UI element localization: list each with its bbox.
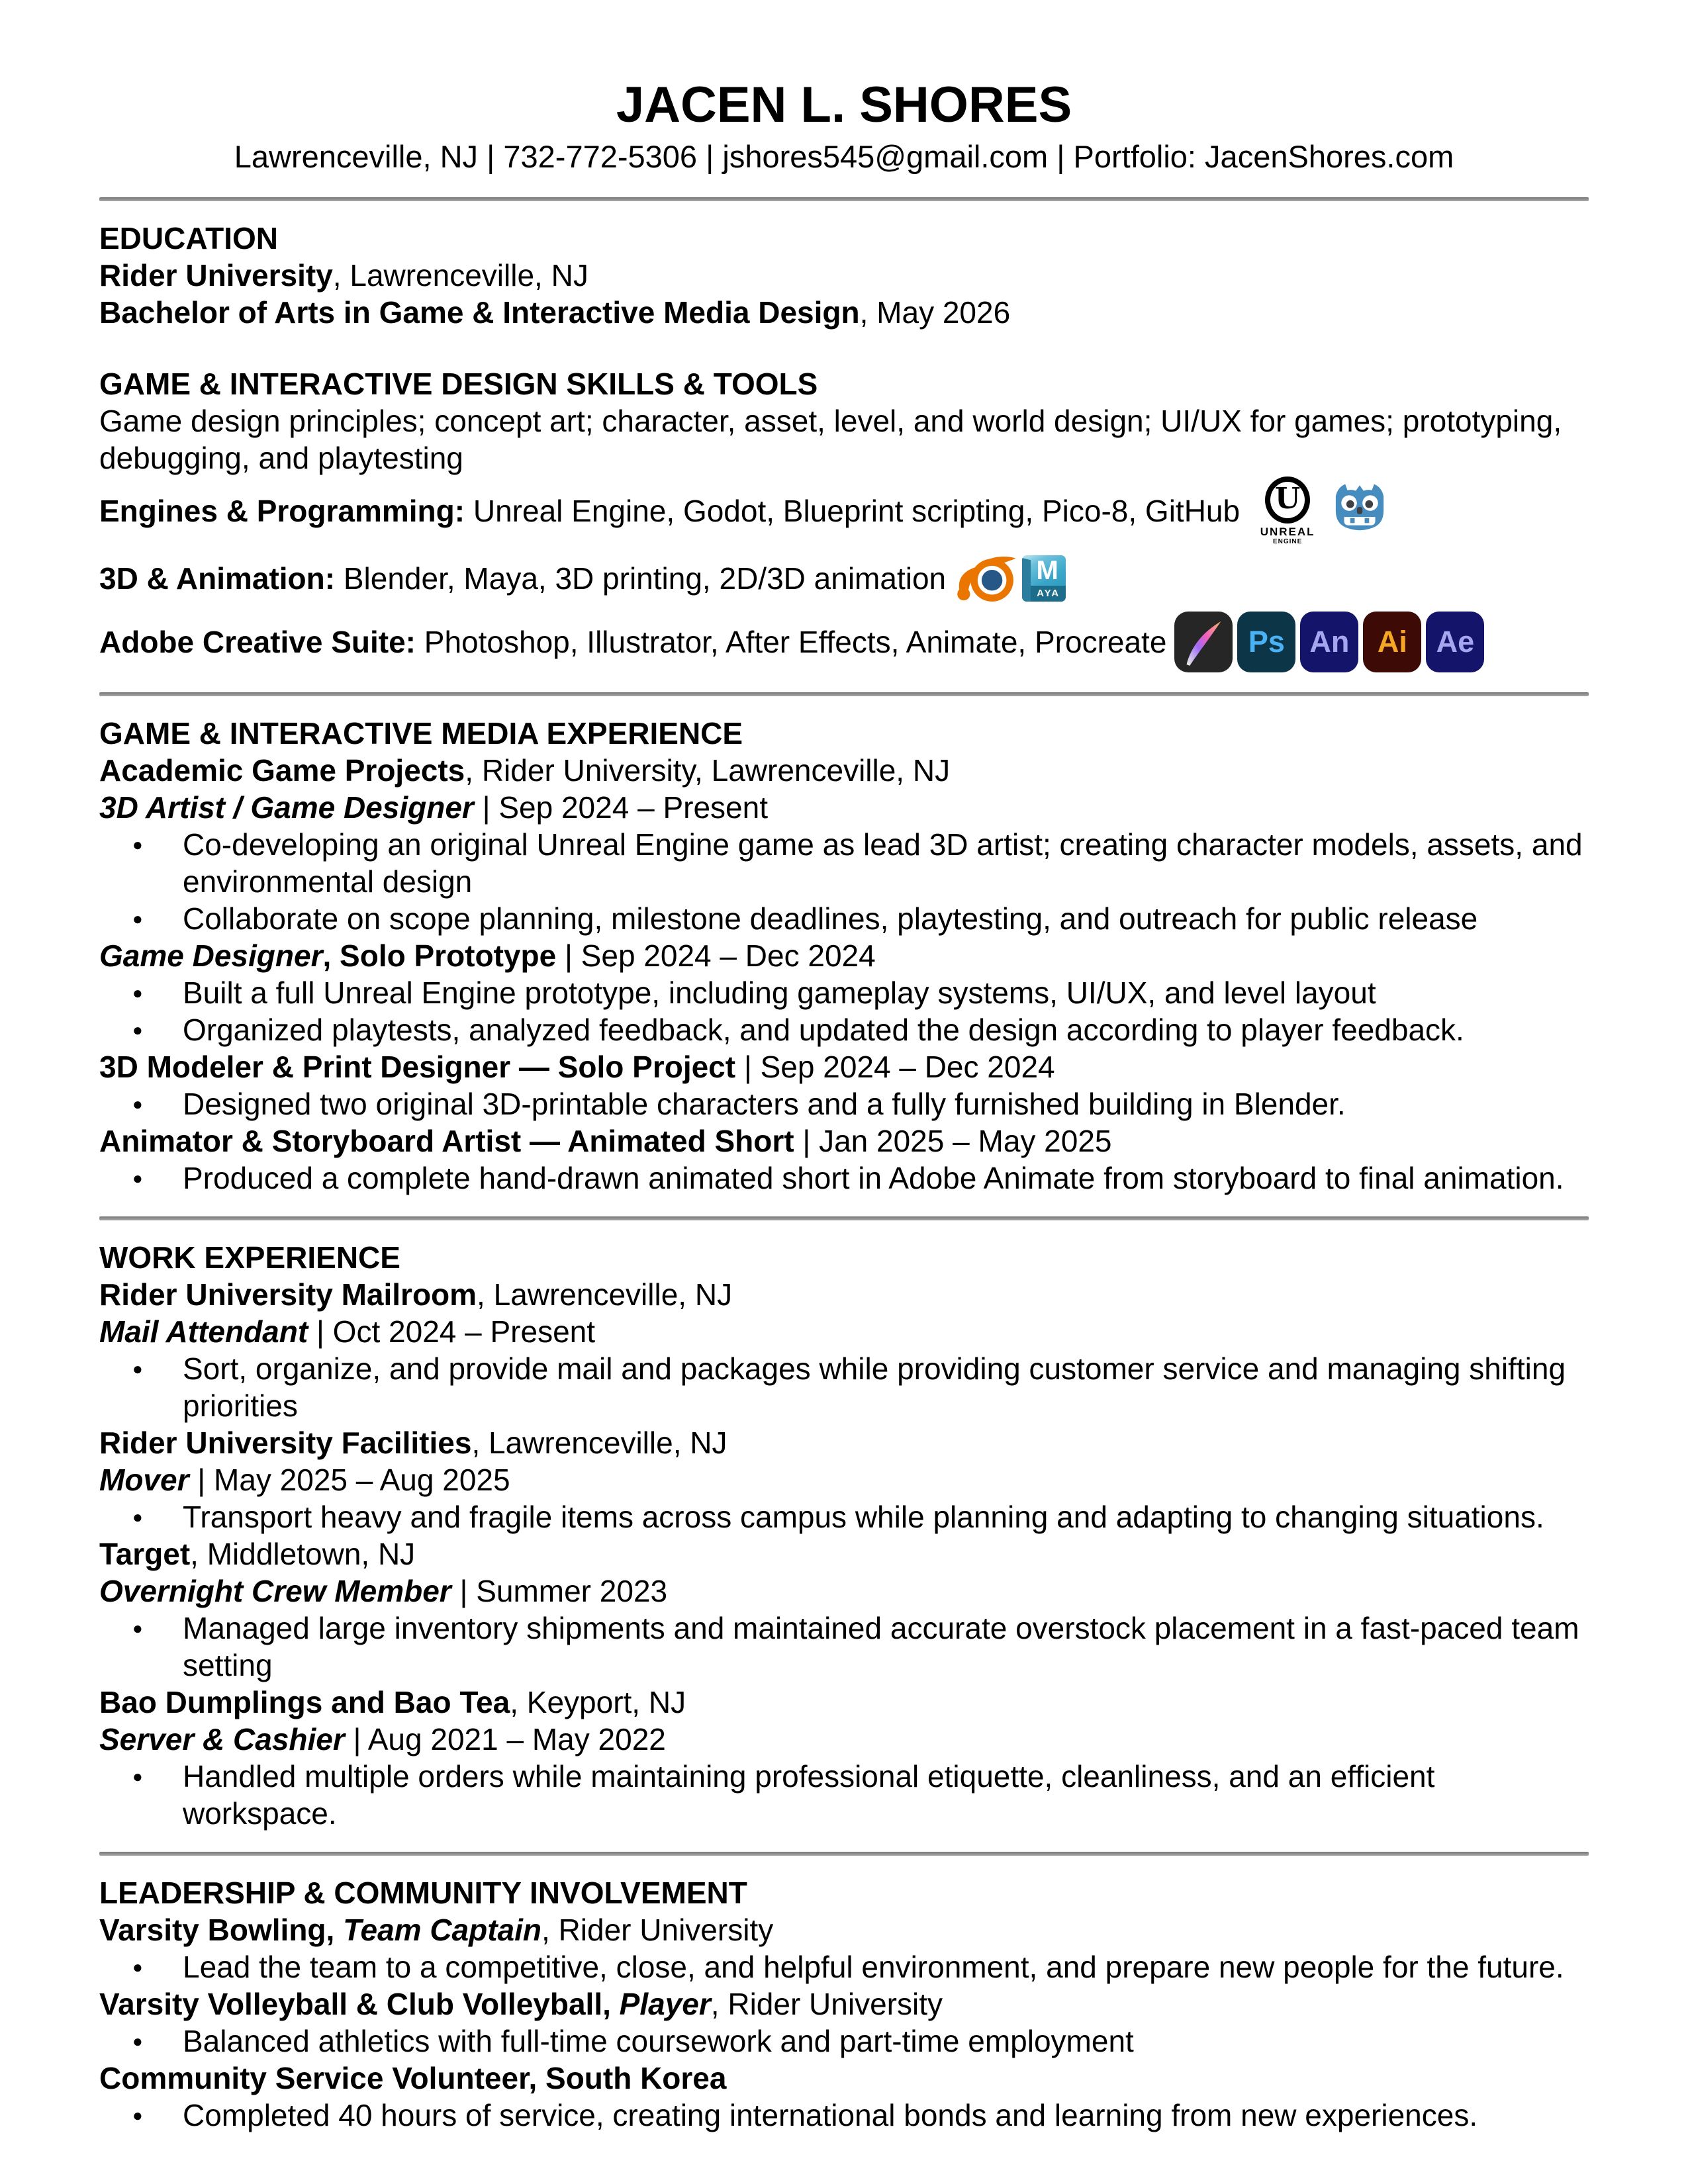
bullet-item (99, 1498, 1589, 1535)
illustrator-icon: Ai (1363, 612, 1421, 672)
text-segment: | May 2025 – Aug 2025 (189, 1463, 510, 1497)
bullet-item (99, 2097, 1589, 2134)
skills-engines-line (99, 477, 1589, 545)
line-text (99, 560, 946, 597)
bullet-icon: ● (132, 2105, 143, 2125)
godot-icon (1332, 482, 1387, 540)
maya-m-glyph: M (1036, 556, 1058, 585)
section-divider (99, 197, 1589, 201)
section-leadership (99, 1874, 1589, 2134)
text-segment: | Jan 2025 – May 2025 (794, 1124, 1112, 1158)
section-divider (99, 692, 1589, 696)
text-segment: Lead the team to a competitive, close, and helpful environment, and prepare new people for the future. (183, 1950, 1564, 1984)
role-line (99, 1122, 1589, 1160)
skills-3d-line (99, 545, 1589, 612)
skill-icons (1174, 612, 1484, 672)
bullet-item (99, 2023, 1589, 2060)
activity-line (99, 1985, 1589, 2023)
unreal-u-glyph: U (1265, 477, 1310, 523)
company-line (99, 1276, 1589, 1313)
role-line (99, 1313, 1589, 1350)
text-segment: Game Designer (99, 938, 323, 973)
bullet-item (99, 826, 1589, 900)
text-segment: Community Service Volunteer, South Korea (99, 2061, 727, 2095)
resume-body (99, 197, 1589, 2134)
company-line (99, 1535, 1589, 1572)
unreal-caption: ENGINE (1272, 538, 1303, 545)
text-segment: Handled multiple orders while maintaining professional etiquette, cleanliness, and an efficient workspace. (183, 1759, 1435, 1831)
bullet-item (99, 1160, 1589, 1197)
bullet-text (183, 1011, 1589, 1048)
maya-aya-label: AYA (1031, 586, 1066, 602)
section-heading-experience: GAME & INTERACTIVE MEDIA EXPERIENCE (99, 716, 743, 751)
text-segment: Target (99, 1537, 191, 1571)
line-text (99, 1426, 727, 1460)
text-segment: Built a full Unreal Engine prototype, including gameplay systems, UI/UX, and level layout (183, 976, 1376, 1010)
procreate-icon (1174, 612, 1233, 672)
bullet-icon: ● (132, 835, 143, 854)
bullet-text (183, 900, 1589, 937)
bullet-item (99, 1085, 1589, 1122)
line-text (99, 1124, 1112, 1158)
text-segment: | Sep 2024 – Dec 2024 (556, 938, 876, 973)
line-text (99, 1463, 510, 1497)
line-text (99, 1987, 943, 2021)
skills-summary (99, 402, 1589, 477)
role-line (99, 1721, 1589, 1758)
text-segment: Game design principles; concept art; character, asset, level, and world design; UI/UX for games; prototyping, debugging, and playtesting (99, 404, 1562, 475)
bullet-item (99, 1610, 1589, 1684)
section-heading-skills: GAME & INTERACTIVE DESIGN SKILLS & TOOLS (99, 367, 818, 401)
line-text (99, 258, 588, 293)
line-text (99, 1574, 667, 1608)
text-segment: Sort, organize, and provide mail and packages while providing customer service and managing shifting priorities (183, 1351, 1566, 1423)
maya-icon (1022, 555, 1066, 602)
text-segment: Bao Dumplings and Bao Tea (99, 1685, 510, 1719)
role-line (99, 1048, 1589, 1085)
line-text (99, 295, 1010, 330)
unreal-caption: UNREAL (1260, 525, 1315, 538)
blender-icon (954, 545, 1017, 612)
company-line (99, 1424, 1589, 1461)
text-segment: Player (619, 1987, 711, 2021)
text-segment: | Sep 2024 – Present (473, 790, 768, 825)
bullet-text (183, 826, 1589, 900)
text-segment: | Sep 2024 – Dec 2024 (735, 1050, 1055, 1084)
line-text (99, 1050, 1055, 1084)
text-segment: Bachelor of Arts in Game & Interactive Media Design (99, 295, 860, 330)
line-text (99, 492, 1240, 529)
bullet-icon: ● (132, 2031, 143, 2051)
line-text (99, 1722, 666, 1756)
line-text (99, 1913, 773, 1947)
bullet-text (183, 1350, 1589, 1424)
bullet-item (99, 1948, 1589, 1985)
text-segment: Balanced athletics with full-time coursework and part-time employment (183, 2024, 1134, 2058)
text-segment: Produced a complete hand-drawn animated short in Adobe Animate from storyboard to final animation. (183, 1161, 1564, 1195)
line-text (99, 404, 1562, 475)
bullet-icon: ● (132, 1766, 143, 1786)
role-line (99, 1461, 1589, 1498)
photoshop-icon: Ps (1237, 612, 1295, 672)
text-segment: 3D Modeler & Print Designer — Solo Project (99, 1050, 736, 1084)
bullet-text (183, 974, 1589, 1011)
unreal-engine-icon (1248, 477, 1327, 545)
bullet-item (99, 1011, 1589, 1048)
text-segment: Collaborate on scope planning, milestone deadlines, playtesting, and outreach for public release (183, 901, 1478, 936)
school-line (99, 257, 1589, 294)
bullet-item (99, 1350, 1589, 1424)
line-text (99, 623, 1166, 660)
text-segment: Varsity Bowling, (99, 1913, 344, 1947)
line-text (99, 938, 876, 973)
text-segment: Mail Attendant (99, 1314, 308, 1349)
text-segment: Unreal Engine, Godot, Blueprint scripting, Pico-8, GitHub (465, 494, 1241, 528)
role-line (99, 1572, 1589, 1610)
line-text (99, 790, 768, 825)
text-segment: Engines & Programming: (99, 494, 465, 528)
bullet-icon: ● (132, 1020, 143, 1040)
line-text (99, 753, 950, 788)
text-segment: Animator & Storyboard Artist — Animated Short (99, 1124, 794, 1158)
text-segment: | Aug 2021 – May 2022 (344, 1722, 666, 1756)
text-segment: Organized playtests, analyzed feedback, and updated the design according to player feedback. (183, 1013, 1464, 1047)
after-effects-icon: Ae (1426, 612, 1484, 672)
line-text (99, 1537, 415, 1571)
skill-icons (954, 545, 1066, 612)
company-line (99, 752, 1589, 789)
bullet-text (183, 1160, 1589, 1197)
section-education (99, 220, 1589, 331)
text-segment: Adobe Creative Suite: (99, 625, 416, 659)
text-segment: , Lawrenceville, NJ (332, 258, 588, 293)
text-segment: | Oct 2024 – Present (308, 1314, 596, 1349)
text-segment: , May 2026 (859, 295, 1011, 330)
text-segment: Team Captain (343, 1913, 542, 1947)
skills-adobe-line (99, 612, 1589, 672)
section-work (99, 1239, 1589, 1832)
section-skills (99, 365, 1589, 672)
line-text (99, 2061, 726, 2095)
section-experience (99, 715, 1589, 1197)
bullet-text (183, 2023, 1589, 2060)
bullet-icon: ● (132, 1359, 143, 1379)
line-text (99, 1314, 595, 1349)
text-segment: Managed large inventory shipments and maintained accurate overstock placement in a fast-paced team setting (183, 1611, 1579, 1682)
activity-line (99, 2060, 1589, 2097)
section-heading-education: EDUCATION (99, 221, 279, 255)
bullet-icon: ● (132, 1957, 143, 1977)
bullet-item (99, 974, 1589, 1011)
text-segment: Rider University Mailroom (99, 1277, 477, 1312)
bullet-text (183, 1610, 1589, 1684)
text-segment: Varsity Volleyball & Club Volleyball, (99, 1987, 620, 2021)
text-segment: Rider University (99, 258, 333, 293)
text-segment: , Solo Prototype (322, 938, 557, 973)
bullet-icon: ● (132, 909, 143, 929)
bullet-item (99, 1758, 1589, 1832)
text-segment: , Rider University (541, 1913, 774, 1947)
bullet-icon: ● (132, 983, 143, 1003)
bullet-text (183, 1498, 1589, 1535)
text-segment: | Summer 2023 (451, 1574, 668, 1608)
text-segment: , Middletown, NJ (190, 1537, 416, 1571)
degree-line (99, 294, 1589, 331)
text-segment: Academic Game Projects (99, 753, 465, 788)
section-divider (99, 1216, 1589, 1220)
bullet-icon: ● (132, 1094, 143, 1114)
company-line (99, 1684, 1589, 1721)
text-segment: 3D Artist / Game Designer (99, 790, 474, 825)
animate-icon: An (1300, 612, 1358, 672)
section-heading-leadership: LEADERSHIP & COMMUNITY INVOLVEMENT (99, 1876, 747, 1910)
text-segment: , Lawrenceville, NJ (477, 1277, 733, 1312)
text-segment: Designed two original 3D-printable characters and a fully furnished building in Blender. (183, 1087, 1346, 1121)
text-segment: 3D & Animation: (99, 561, 336, 596)
text-segment: , Lawrenceville, NJ (471, 1426, 727, 1460)
contact-line: Lawrenceville, NJ | 732-772-5306 | jshores545@gmail.com | Portfolio: JacenShores.com (234, 139, 1454, 174)
text-segment: Transport heavy and fragile items across campus while planning and adapting to changing situations. (183, 1500, 1544, 1534)
activity-line (99, 1911, 1589, 1948)
text-segment: Mover (99, 1463, 189, 1497)
text-segment: Overnight Crew Member (99, 1574, 451, 1608)
bullet-icon: ● (132, 1168, 143, 1188)
section-heading-work: WORK EXPERIENCE (99, 1240, 400, 1275)
bullet-text (183, 1085, 1589, 1122)
bullet-text (183, 1758, 1589, 1832)
text-segment: , Rider University (710, 1987, 943, 2021)
role-line (99, 937, 1589, 974)
role-line (99, 789, 1589, 826)
bullet-icon: ● (132, 1507, 143, 1527)
bullet-text (183, 2097, 1589, 2134)
resume-name: JACEN L. SHORES (616, 77, 1072, 133)
text-segment: Photoshop, Illustrator, After Effects, Animate, Procreate (416, 625, 1167, 659)
text-segment: Completed 40 hours of service, creating international bonds and learning from new experiences. (183, 2098, 1478, 2132)
text-segment: Blender, Maya, 3D printing, 2D/3D animation (335, 561, 947, 596)
text-segment: , Keyport, NJ (510, 1685, 686, 1719)
text-segment: Server & Cashier (99, 1722, 345, 1756)
line-text (99, 1685, 686, 1719)
section-divider (99, 1852, 1589, 1856)
bullet-text (183, 1948, 1589, 1985)
skill-icons (1248, 477, 1387, 545)
text-segment: Rider University Facilities (99, 1426, 472, 1460)
line-text (99, 1277, 732, 1312)
bullet-item (99, 900, 1589, 937)
text-segment: Co-developing an original Unreal Engine game as lead 3D artist; creating character models, assets, and environmental design (183, 827, 1583, 899)
text-segment: , Rider University, Lawrenceville, NJ (465, 753, 951, 788)
bullet-icon: ● (132, 1618, 143, 1638)
